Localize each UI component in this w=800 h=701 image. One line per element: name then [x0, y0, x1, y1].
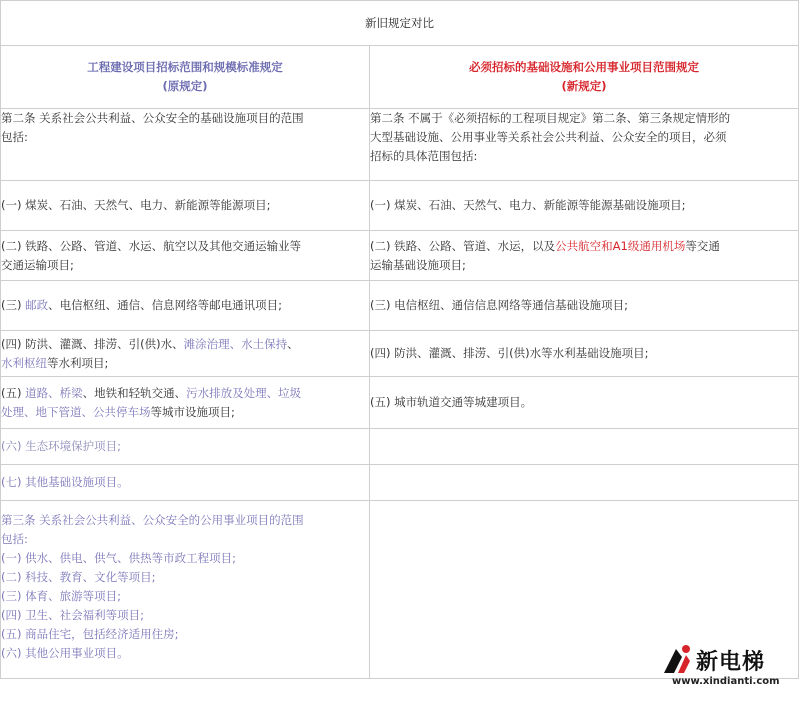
table-row	[1, 331, 799, 377]
old-article-3-line: (五) 商品住宅，包括经济适用住房;	[1, 627, 179, 641]
logo-mark-icon	[656, 643, 696, 679]
new-item-3: (三) 电信枢纽、通信信息网络等通信基础设施项目;	[370, 281, 799, 331]
table-row	[1, 231, 799, 281]
old-article-3-line: (四) 卫生、社会福利等项目;	[1, 608, 145, 622]
old-regulation-subtitle: (原规定)	[162, 79, 208, 93]
new-item-2-line: 运输基础设施项目;	[370, 257, 466, 272]
table-row	[1, 281, 799, 331]
new-article-2	[370, 109, 799, 181]
old-item-7: (七) 其他基础设施项目。	[1, 465, 370, 501]
table-row	[1, 181, 799, 231]
old-item-4-highlight: 水利枢纽	[1, 355, 47, 370]
old-item-5	[1, 377, 370, 429]
table-row	[1, 109, 799, 181]
old-item-5-highlight: 道路、桥梁	[25, 385, 83, 400]
table-row	[1, 377, 799, 429]
old-item-3	[1, 281, 370, 331]
old-item-6: (六) 生态环境保护项目;	[1, 429, 370, 465]
old-article-2-line: 第二条 关系社会公共利益、公众安全的基础设施项目的范围	[1, 111, 304, 125]
old-item-4-text: 等水利项目;	[47, 355, 109, 370]
old-regulation-header	[1, 46, 370, 109]
old-article-2-line: 包括:	[1, 130, 28, 144]
table-row	[1, 465, 799, 501]
new-article-2-line: 招标的具体范围包括:	[370, 149, 478, 163]
new-empty-cell	[370, 465, 799, 501]
new-item-2-highlight: 公共航空和A1级通用机场	[555, 238, 686, 253]
new-regulation-subtitle: (新规定)	[561, 79, 607, 93]
old-item-3-text: 、电信枢纽、通信、信息网络等邮电通讯项目;	[48, 298, 283, 312]
old-article-3-line: (二) 科技、教育、文化等项目;	[1, 570, 156, 584]
old-item-2-line: (二) 铁路、公路、管道、水运、航空以及其他交通运输业等	[1, 238, 302, 253]
old-article-3-line: (六) 其他公用事业项目。	[1, 646, 129, 660]
new-item-1: (一) 煤炭、石油、天然气、电力、新能源等能源基础设施项目;	[370, 181, 799, 231]
old-item-4	[1, 331, 370, 377]
old-item-5-highlight: 污水排放及处理、垃圾	[186, 385, 302, 400]
table-row	[1, 429, 799, 465]
new-item-2-text: 等交通	[685, 238, 720, 253]
new-item-2-text: (二) 铁路、公路、管道、水运，以及	[370, 238, 556, 253]
new-article-2-line: 第二条 不属于《必须招标的工程项目规定》第二条、第三条规定情形的	[370, 111, 731, 125]
table-title: 新旧规定对比	[1, 1, 799, 46]
old-item-3-highlight: 邮政	[25, 298, 49, 312]
old-item-1: (一) 煤炭、石油、天然气、电力、新能源等能源项目;	[1, 181, 370, 231]
old-item-5-text: 等城市设施项目;	[150, 404, 235, 419]
old-article-3-line: 包括:	[1, 532, 28, 546]
old-item-2-line: 交通运输项目;	[1, 257, 74, 272]
old-item-4-text: (四) 防洪、灌溉、排涝、引(供)水、	[1, 336, 184, 351]
new-item-2	[370, 231, 799, 281]
old-item-5-text: 、地铁和轻轨交通、	[82, 385, 187, 400]
logo-name: 新电梯	[696, 650, 766, 675]
new-article-2-line: 大型基础设施、公用事业等关系社会公共利益、公众安全的项目，必须	[370, 130, 727, 144]
old-item-4-text: 、	[287, 336, 299, 351]
old-item-5-highlight: 处理、地下管道、公共停车场	[1, 404, 151, 419]
new-regulation-title: 必须招标的基础设施和公用事业项目范围规定	[469, 60, 699, 74]
old-article-3-line: (三) 体育、旅游等项目;	[1, 589, 122, 603]
watermark-logo	[656, 643, 786, 693]
old-item-4-highlight: 滩涂治理、水土保持	[183, 336, 288, 351]
new-item-5: (五) 城市轨道交通等城建项目。	[370, 377, 799, 429]
old-article-3-line: (一) 供水、供电、供气、供热等市政工程项目;	[1, 551, 237, 565]
old-item-3-text: (三)	[1, 298, 26, 312]
old-article-3	[1, 501, 370, 679]
logo-url: www.xindianti.com	[672, 676, 780, 687]
old-item-2	[1, 231, 370, 281]
old-regulation-title: 工程建设项目招标范围和规模标准规定	[87, 60, 283, 74]
new-regulation-header	[370, 46, 799, 109]
old-item-5-text: (五)	[1, 385, 26, 400]
old-article-2	[1, 109, 370, 181]
old-article-3-line: 第三条 关系社会公共利益、公众安全的公用事业项目的范围	[1, 513, 304, 527]
new-item-4: (四) 防洪、灌溉、排涝、引(供)水等水利基础设施项目;	[370, 331, 799, 377]
new-empty-cell	[370, 429, 799, 465]
